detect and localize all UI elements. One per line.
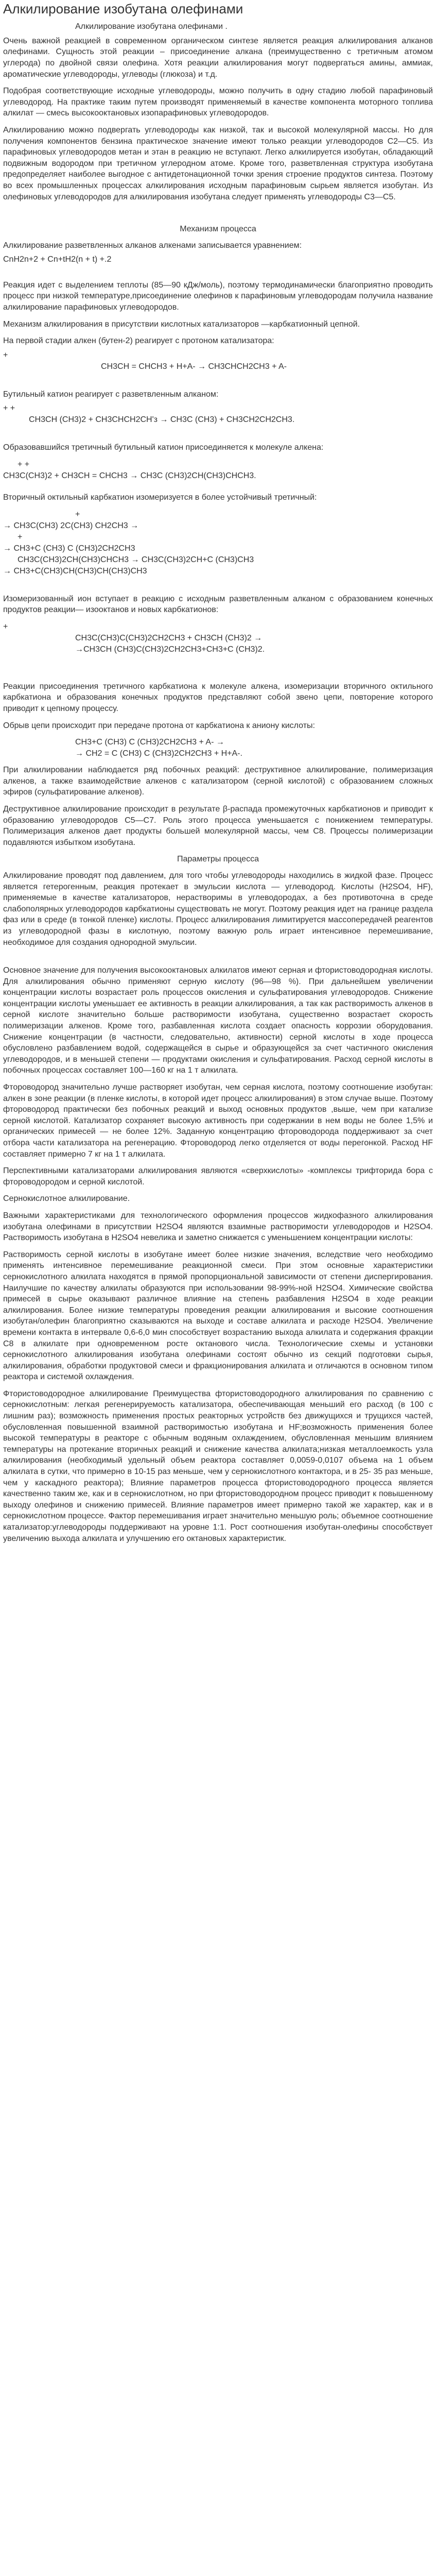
step3-charge: + +	[18, 460, 30, 469]
step5-equation-2: →CH3CH (CH3)C(CH3)2CH2CH3+CH3+C (CH3)2.	[75, 645, 265, 654]
side-reactions-paragraph-2: Деструктивное алкилирование происходит в результате β-распада промежуточных карбкатионов и приводит к образованию углеводородов С5—С7. Роль этого процесса уменьшается с понижением температуры. Полимеризация алкенов дает продукты большей молекулярной массы, чем С8. Процессы полимеризации подавляются избытком изобутана.	[3, 804, 433, 847]
step3-equation: CH3C(CH3)2 + CH3CH = CHCH3 → CH3C (CH3)2CH(CH3)CHCH3.	[3, 471, 256, 481]
step4-line-4: CH3C(CH3)2CH(CH3)CHCH3 → CH3C(CH3)2CH+C (CH3)CH3	[18, 555, 254, 564]
parameters-paragraph-6: Растворимость серной кислоты в изобутане имеет более низкие значения, вследствие чего необходимо применять интенсивное перемешивание реакционной смеси. При этом основные характеристики сернокислотного алкилата находятся в прямой пропорциональной зависимости от степени диспергирования. Наилучшие по качеству алкилаты образуются при использовании 98-99%-ной H2SO4. Химические свойства примесей в сырье оказывают различное влияние на степень разбавления H2SO4 в ходе реакции алкилирования. Более низкие температуры проведения реакции алкилирования и высокие соотношения изобутан/олефин благоприятно сказываются на выходе и составе алкилата и расходе H2SO4. Увеличение времени контакта в интервале 0,6-6,0 мин способствует возрастанию выхода алкилата и содержания фракции С8 в алкилате при одновременном росте октанового числа. Технологические схемы и установки сернокислотного алкилирования изобутана олефинами состоят обычно из секций подготовки сырья, алкилирования, обработки продуктовой смеси и фракционирования алкилата и отличаются в основном типом реактора и системой охлаждения.	[3, 1250, 433, 1382]
parameters-paragraph-7: Фтористоводородное алкилирование Преимущества фтористоводородного алкилирования по сравнению с сернокислотным: легкая регенерируемость катализатора, обеспечивающая меньший его расход (в 100 с лишним раз); возможность применения простых реакторных устройств без движущихся и трущихся частей, обусловленная повышенной взаимной растворимостью изобутана и HF;возможность применения более высокой температуры в реакторе с обычным водяным охлаждением, обусловленная меньшим влиянием температуры на протекание вторичных реакций и снижение качества алкилата;низкая металлоемкость узла алкилирования (необходимый удельный объем реактора составляет 0,0059-0,0107 объема на 1 объем алкилата в сутки, что примерно в 10-15 раз меньше, чем у сернокислотного контактора, и в 25- 35 раз меньше, чем у каскадного реактора); Влияние параметров процесса фтористоводородного процесса является качественно таким же, как и в сернокислотном, но при фтористоводородном процесс приводит к повышенному выходу олефинов и снижению примесей. Влияние параметров имеет примерно такой же характер, как и в сернокислотном процессе. Фактор перемешивания играет значительно меньшую роль; объемное соотношение катализатор:углеводороды поддерживают на уровне 1:1. Рост соотношения изобутан-олефины способствует увеличению выхода алкилата и улучшению его октановых характеристик.	[3, 1389, 433, 1543]
parameters-paragraph-2: Основное значение для получения высокооктановых алкилатов имеют серная и фтористоводородная кислоты. Для алкилирования обычно применяют серную кислоту (96—98 %). При дальнейшем увеличении концентрации кислоты возрастает роль процессов окисления и сульфатирования углеводородов. Снижение концентрации кислоты уменьшает ее активность в реакции алкилирования, а так как растворимость алкенов в серной кислоте значительно больше растворимости изобутана, существенно возрастает скорость полимеризации алкенов. Кроме того, разбавленная кислота создает опасность коррозии оборудования. Снижение концентрации (в частности, следовательно, активности) серной кислоты в ходе процесса обусловлено разбавлением водой, содержащейся в сырье и образующейся за счет частичного окисления углеводородов, и в меньшей степени — продуктами окисления и сульфатирования. Расход серной кислоты в побочных процессах составляет 100—160 кг на 1 т алкилата.	[3, 966, 433, 1075]
document-subtitle: Алкилирование изобутана олефинами .	[75, 22, 228, 31]
mechanism-heading: Механизм процесса	[180, 225, 256, 234]
step5-text: Изомеризованный ион вступает в реакцию с исходным разветвленным алканом с образованием конечных продуктов реакции— изооктанов и новых карбкатионов:	[3, 594, 433, 615]
step1-text: На первой стадии алкен (бутен-2) реагирует с протоном катализатора:	[3, 336, 274, 346]
side-reactions-paragraph-1: При алкилировании наблюдается ряд побочных реакций: деструктивное алкилирование, полимеризация алкенов, а также взаимодействие алкенов с катализатором (серной кислотой) с образованием сложных эфиров (сульфатирование алкенов).	[3, 766, 433, 797]
parameters-paragraph-1: Алкилирование проводят под давлением, для того чтобы углеводороды находились в жидкой фазе. Процесс является гетерогенным, реакция протекает в эмульсии кислота — углеводород. Кислоты (H2SO4, HF), применяемые в качестве катализаторов, нерастворимы в углеводородах, а без противоточна в среде слабополярных углеводородов карбкатионы существовать не могут. Поэтому реакция идет на границе раздела фаз или в среде (в тонкой пленке) кислоты. Процесс алкилирования лимитируется массопередачей реагентов из углеводородной фазы в кислотную, поэтому важную роль играет интенсивное перемешивание, необходимое для создания однородной эмульсии.	[3, 871, 433, 947]
step7-text: Обрыв цепи происходит при передаче протона от карбкатиона к аниону кислоты:	[3, 721, 315, 730]
step4-line-5: → CH3+C(CH3)CH(CH3)CH(CH3)CH3	[3, 566, 147, 575]
document-title: Алкилирование изобутана олефинами	[3, 1, 243, 16]
step3-formula	[3, 459, 433, 482]
step5-formula	[3, 621, 433, 655]
parameters-paragraph-3: Фтороводород значительно лучше растворяет изобутан, чем серная кислота, поэтому соотношение изобутан: алкен в зоне реакции (в пленке кислоты, в которой идет процесс алкилирования) в этом случае выше. Поэтому фтороводород практически без побочных реакций и выход основных продуктов ,выше, чем при катализе серной кислотой. Катализатор сохраняет высокую активность при содержании в нем воды не более 1,5% и органических примесей — не более 12%. Заданную концентрацию фтороводорода поддерживают за счет отбора части катализатора на регенерацию. Фтороводород легко отделяется от воды перегонкой. Расход HF составляет примерно 7 кг на 1 т алкилата.	[3, 1083, 433, 1159]
intro-paragraph-3: Алкилированию можно подвергать углеводороды как низкой, так и высокой молекулярной массы. Но для получения компонентов бензина практическое значение имеют только реакции углеводородов С2—С5. Из парафиновых углеводородов метан и этан в реакцию не вступают. Легко алкилируется изобутан, обладающий подвижным водородом при третичном углеродном атоме. Кроме того, разветвленная структура изобутана предопределяет наиболее выгодное с антидетонационной точки зрения строение продуктов синтеза. Поэтому во всех промышленных процессах алкилирования исходным парафиновым сырьем является изобутан. Из олефиновых углеводородов для алкилирования изобутана следует применять углеводороды С3—С5.	[3, 125, 433, 201]
general-equation: CnH2n+2 + Cn+tH2(n + t) +.2	[3, 255, 112, 264]
exotherm-paragraph: Реакция идет с выделением теплоты (85—90 кДж/моль), поэтому термодинамически благоприятно проводить процесс при низкой температуре,присоединение олефинов к парафиновым углеводородам получила название алкилирование парафиновых углеводородов.	[3, 280, 433, 312]
step4-formula	[3, 509, 433, 577]
step6-text: Реакции присоединения третичного карбкатиона к молекуле алкена, изомеризации вторичного октильного карбкатиона и образования конечных продуктов представляют собой звено цепи, повторение которого приводит к цепному процессу.	[3, 682, 433, 713]
step2-text: Бутильный катион реагирует с разветвленным алканом:	[3, 389, 219, 399]
step4-charge: +	[75, 510, 80, 519]
intro-paragraph-1: Очень важной реакцией в современном органическом синтезе является реакция алкилирования алканов олефинами. Сущность этой реакции – присоединение алкана (преимущественно с третичным атомом углерода) по двойной связи олефина. Хотя реакции алкилирования могут подвергаться амины, аммиак, ароматические углеводороды, углеводы (глюкоза) и т.д.	[3, 36, 433, 79]
parameters-heading: Параметры процесса	[177, 855, 259, 864]
step4-line-3: → CH3+C (CH3) C (CH3)2CH2CH3	[3, 544, 135, 553]
step2-formula	[3, 403, 433, 426]
step1-equation: CH3CH = CHCH3 + H+A- → CH3CHCH2CH3 + A-	[101, 362, 287, 371]
step7-formula	[3, 737, 433, 759]
catalyst-paragraph: Механизм алкилирования в присутствии кислотных катализаторов —карбкатионный цепной.	[3, 319, 360, 329]
step4-text: Вторичный октильный карбкатион изомеризуется в более устойчивый третичный:	[3, 493, 317, 502]
sulfuric-heading: Сернокислотное алкилирование.	[3, 1194, 130, 1204]
step1-charge: +	[3, 350, 8, 360]
step4-line-1: → CH3C(CH3) 2C(CH3) CH2CH3 →	[3, 521, 139, 530]
step5-charge: +	[3, 622, 8, 631]
step7-equation-2: → CH2 = C (CH3) C (CH3)2CH2CH3 + H+A-.	[75, 749, 242, 758]
mechanism-intro: Алкилирование разветвленных алканов алкенами записывается уравнением:	[3, 241, 302, 250]
intro-paragraph-2: Подобрая соответствующие исходные углеводороды, можно получить в одну стадию любой парафиновый углеводород. На практике таким путем производят применяемый в качестве компонента моторного топлива алкилат — смесь высокооктановых изопарафиновых углеводородов.	[3, 87, 433, 118]
step5-equation-1: CH3C(CH3)C(CH3)2CH2CH3 + CH3CH (CH3)2 →	[75, 633, 263, 642]
step2-charge: + +	[3, 404, 15, 413]
step1-formula	[3, 350, 433, 372]
step3-text: Образовавшийся третичный бутильный катион присоединяется к молекуле алкена:	[3, 443, 324, 452]
parameters-paragraph-5: Важными характеристиками для технологического оформления процессов жидкофазного алкилирования изобутана олефинами в присутствии H2SO4 являются взаимные растворимости углеводородов и H2SO4. Растворимость изобутана в H2SO4 невелика и заметно снижается с уменьшением концентрации кислоты:	[3, 1211, 433, 1243]
step4-line-2: +	[18, 532, 23, 541]
parameters-paragraph-4: Перспективными катализаторами алкилирования являются «сверхкислоты» -комплексы трифторида бора с фтороводородом и серной кислотой.	[3, 1166, 433, 1187]
step7-equation-1: CH3+C (CH3) C (CH3)2CH2CH3 + A- →	[75, 738, 224, 747]
step2-equation: CH3CH (CH3)2 + CH3CHCH2CH'з → CH3C (CH3) + CH3CH2CH2CH3.	[29, 415, 295, 425]
